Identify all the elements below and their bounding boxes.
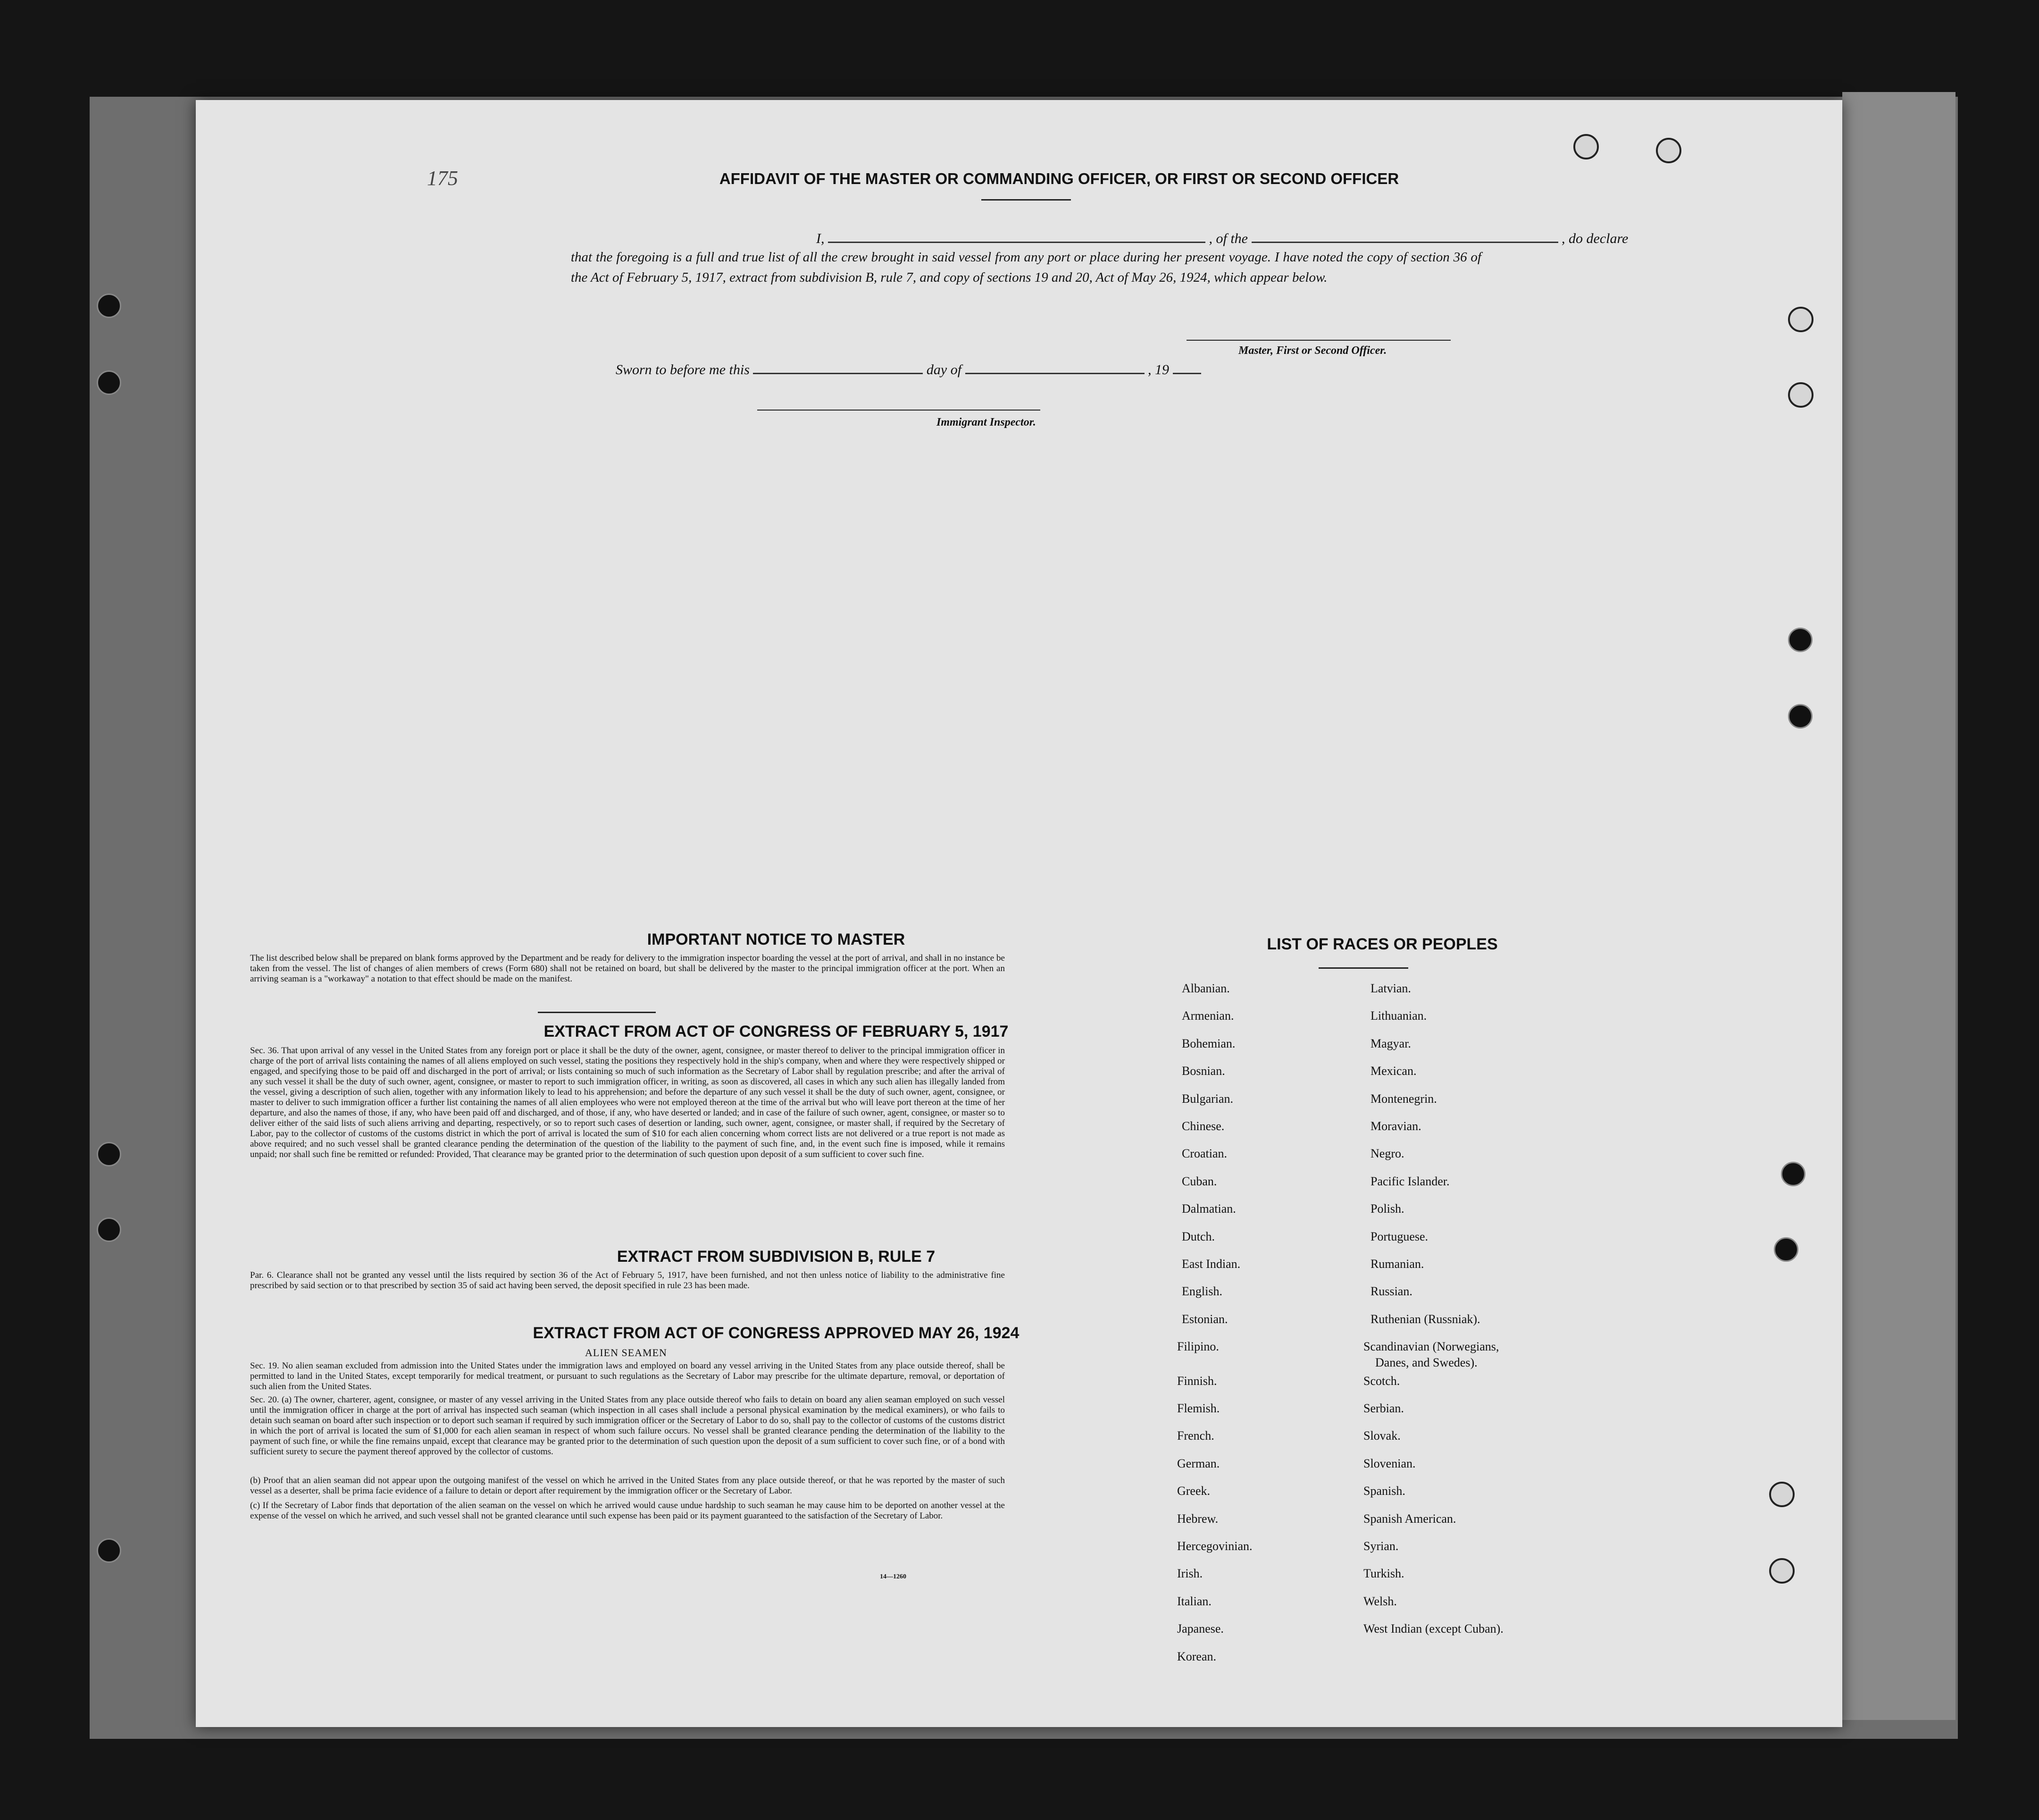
- race-item: Hebrew.: [1177, 1511, 1219, 1526]
- name-field[interactable]: [828, 227, 1205, 243]
- punch-hole: [1788, 307, 1813, 332]
- subdivision-text: Par. 6. Clearance shall not be granted any vessel until the lists required by section 36 of the Act of February 5, 1917, have been furnished, and not then unless notice of liability to the administrative fine prescribed by said section or to that prescribed by section 35 of said act having been served, the deposit specified in rule 23 has been made.: [250, 1270, 1005, 1291]
- punch-hole: [1788, 628, 1813, 652]
- race-item: Bohemian.: [1182, 1036, 1236, 1050]
- page-number: 175: [427, 167, 458, 190]
- race-item: Negro.: [1370, 1147, 1404, 1161]
- of-the-label: , of the: [1209, 231, 1248, 246]
- race-item: Scotch.: [1363, 1374, 1400, 1388]
- race-item: Welsh.: [1363, 1594, 1397, 1608]
- punch-hole: [1769, 1482, 1795, 1507]
- sworn-year-field[interactable]: [1173, 359, 1201, 374]
- punch-hole: [1769, 1558, 1795, 1584]
- race-item: Rumanian.: [1370, 1257, 1424, 1271]
- race-item: West Indian (except Cuban).: [1363, 1622, 1504, 1636]
- underlying-sheet-edge: [1842, 92, 1955, 1720]
- sec-20c-text: (c) If the Secretary of Labor finds that deportation of the alien seaman on the vessel on which he arrived would cause undue hardship to such seaman he may cause him to be deported on another vessel at the expense of the vessel on which he arrived, and such vessel shall not be granted clearance until such expense has been paid or its payment guaranteed to the satisfaction of the Secretary of Labor.: [250, 1501, 1005, 1521]
- notice-text: The list described below shall be prepared on blank forms approved by the Department and be ready for delivery to the immigration inspector boarding the vessel at the port of arrival, and shall in no instance be taken from the vessel. The list of changes of alien members of crews (Form 680) shall not be retained on board, but shall be delivered by the master to the principal immigration officer at the port. When an arriving seaman is a "workaway" a notation to that effect should be made on the manifest.: [250, 953, 1005, 984]
- form-number: 14—1260: [880, 1573, 906, 1580]
- race-item: Hercegovinian.: [1177, 1539, 1253, 1553]
- punch-hole: [1788, 382, 1813, 408]
- binder-hole: [97, 294, 121, 318]
- i-label: I,: [816, 231, 825, 246]
- document-page: [196, 100, 1842, 1727]
- year-label: , 19: [1148, 362, 1170, 377]
- race-item: French.: [1177, 1429, 1214, 1443]
- alien-seamen-subtitle: ALIEN SEAMEN: [585, 1347, 667, 1359]
- race-item: Slovak.: [1363, 1429, 1401, 1443]
- punch-hole: [1788, 704, 1813, 729]
- sec-20a-text: Sec. 20. (a) The owner, charterer, agent, consignee, or master of any vessel arriving in the United States from any place outside thereof who fails to detain on board any alien seaman employed on such vessel until the immigration officer in charge at the port of arrival has inspected such seaman (which inspection in all cases shall include a personal physical examination by the medical examiners), or who fails to detain such seaman on board after such inspection or to deport such seaman if required by such immigration officer or the Secretary of Labor to do so, shall pay to the collector of customs of the customs district in which the port of arrival is located the sum of $1,000 for each alien seaman in respect of whom such failure occurs. No vessel shall be granted clearance pending the determination of the liability to the payment of such fine, or while the fine remains unpaid, except that clearance may be granted prior to the determination of such question upon the deposit of a sum sufficient to cover such fine, or of a bond with sufficient surety to secure the payment thereof approved by the collector of customs.: [250, 1395, 1005, 1457]
- race-item: Portuguese.: [1370, 1229, 1429, 1243]
- race-item: Danes, and Swedes).: [1375, 1356, 1478, 1370]
- race-item: Pacific Islander.: [1370, 1174, 1450, 1188]
- race-item: Syrian.: [1363, 1539, 1399, 1553]
- affidavit-title: AFFIDAVIT OF THE MASTER OR COMMANDING OFFICER, OR FIRST OR SECOND OFFICER: [719, 170, 1399, 187]
- title-rule: [981, 199, 1071, 201]
- extract-1924-title: EXTRACT FROM ACT OF CONGRESS APPROVED MAY 26, 1924: [533, 1324, 1020, 1342]
- do-declare-label: , do declare: [1562, 231, 1629, 246]
- race-item: Moravian.: [1370, 1119, 1421, 1133]
- punch-hole: [1781, 1162, 1805, 1186]
- binder-hole: [97, 370, 121, 395]
- race-item: Italian.: [1177, 1594, 1212, 1608]
- race-item: Spanish American.: [1363, 1511, 1456, 1526]
- race-item: Scandinavian (Norwegians,: [1363, 1340, 1499, 1354]
- sworn-day-field[interactable]: [753, 359, 923, 374]
- sworn-month-field[interactable]: [965, 359, 1145, 374]
- inspector-label: Immigrant Inspector.: [936, 416, 1036, 428]
- race-item: Montenegrin.: [1370, 1091, 1437, 1106]
- extract-1917-title: EXTRACT FROM ACT OF CONGRESS OF FEBRUARY 5, 1917: [543, 1023, 1009, 1040]
- race-item: Bulgarian.: [1182, 1091, 1234, 1106]
- inspector-signature-line[interactable]: [757, 410, 1040, 411]
- sec-20b-text: (b) Proof that an alien seaman did not appear upon the outgoing manifest of the vessel on which he arrived in the United States from any place outside thereof, or that he was reported by the master of such vessel as a deserter, shall be prima facie evidence of a failure to detain or deport after requirement by the immigration officer or the Secretary of Labor.: [250, 1476, 1005, 1496]
- race-item: Magyar.: [1370, 1036, 1411, 1050]
- vessel-field[interactable]: [1252, 227, 1558, 243]
- race-item: Dalmatian.: [1182, 1202, 1236, 1216]
- notice-rule: [538, 1012, 656, 1013]
- notice-title: IMPORTANT NOTICE TO MASTER: [647, 931, 905, 948]
- day-of-label: day of: [926, 362, 962, 377]
- subdivision-title: EXTRACT FROM SUBDIVISION B, RULE 7: [617, 1248, 936, 1266]
- race-item: Korean.: [1177, 1649, 1217, 1663]
- binder-hole: [97, 1217, 121, 1242]
- race-item: Turkish.: [1363, 1567, 1404, 1581]
- race-item: Mexican.: [1370, 1064, 1417, 1078]
- affidavit-line-1: [618, 227, 1675, 247]
- race-item: Flemish.: [1177, 1401, 1220, 1415]
- race-item: Russian.: [1370, 1284, 1412, 1299]
- race-item: Irish.: [1177, 1567, 1203, 1581]
- race-item: English.: [1182, 1284, 1222, 1299]
- sworn-label: Sworn to before me this: [616, 362, 750, 377]
- race-item: East Indian.: [1182, 1257, 1241, 1271]
- punch-hole: [1774, 1237, 1798, 1262]
- race-item: Chinese.: [1182, 1119, 1225, 1133]
- punch-hole: [1573, 134, 1599, 159]
- sworn-line: [616, 359, 1201, 378]
- race-item: Bosnian.: [1182, 1064, 1225, 1078]
- race-item: Serbian.: [1363, 1401, 1404, 1415]
- race-item: Croatian.: [1182, 1147, 1228, 1161]
- binder-hole: [97, 1538, 121, 1563]
- race-item: Slovenian.: [1363, 1456, 1416, 1470]
- race-item: Ruthenian (Russniak).: [1370, 1312, 1480, 1326]
- sec-19-text: Sec. 19. No alien seaman excluded from admission into the United States under the immigration laws and employed on board any vessel arriving in the United States from any place outside thereof, shall be permitted to land in the United States, except temporarily for medical treatment, or pursuant to such regulations as the Secretary of Labor may prescribe for the ultimate departure, removal, or deportation of such alien from the United States.: [250, 1361, 1005, 1392]
- race-item: Japanese.: [1177, 1622, 1224, 1636]
- races-rule: [1319, 967, 1408, 969]
- binder-hole: [97, 1142, 121, 1166]
- race-item: Greek.: [1177, 1484, 1211, 1498]
- races-title: LIST OF RACES OR PEOPLES: [1267, 935, 1498, 953]
- race-item: German.: [1177, 1456, 1220, 1470]
- punch-hole: [1656, 138, 1681, 163]
- race-item: Filipino.: [1177, 1340, 1219, 1354]
- extract-1917-text: Sec. 36. That upon arrival of any vessel in the United States from any foreign port or place it shall be the duty of the owner, agent, consignee, or master thereof to deliver to the principal immigration officer in charge of the port of arrival lists containing the names of all aliens employed on such vessel, stating the positions they respectively hold in the ship's company, when and where they were respectively shipped or engaged, and specifying those to be paid off and discharged in the port of arrival; or lists containing so much of such information as the Secretary of Labor shall by regulation prescribe; and after the arrival of any such vessel it shall be the duty of such owner, agent, consignee, or master to report to such immigration officer, in writing, as soon as discovered, all cases in which any such alien has illegally landed from the vessel, giving a description of such alien, together with any information likely to lead to his apprehension; and before the departure of any such vessel it shall be the duty of such owner, agent, consignee, or master to deliver to such immigration officer a further list containing the names of all alien employees who were not employed thereon at the time of the arrival but who will leave port thereon at the time of her departure, and also the names of those, if any, who have been paid off and discharged, and of those, if any, who have deserted or landed; and in case of the failure of such owner, agent, consignee, or master so to deliver either of the said lists of such aliens arriving and departing, respectively, or so to report such cases of desertion or landing, such owner, agent, consignee, or master shall, if required by the Secretary of Labor, pay to the collector of customs of the customs district in which the port of arrival is located the sum of $10 for each alien concerning whom correct lists are not delivered or a true report is not made as above required; and no such vessel shall be granted clearance pending the determination of the question of the liability to the payment of such fine, and, in the event such fine is imposed, while it remains unpaid; nor shall such fine be remitted or refunded: Provided, That clearance may be granted prior to the determination of such question upon deposit of a sum sufficient to cover such fine.: [250, 1046, 1005, 1159]
- signature-line[interactable]: [1187, 340, 1451, 341]
- race-item: Spanish.: [1363, 1484, 1405, 1498]
- race-item: Dutch.: [1182, 1229, 1215, 1243]
- signature-label: Master, First or Second Officer.: [1238, 344, 1387, 357]
- race-item: Albanian.: [1182, 981, 1230, 995]
- race-item: Estonian.: [1182, 1312, 1228, 1326]
- race-item: Latvian.: [1370, 981, 1411, 995]
- race-item: Lithuanian.: [1370, 1009, 1427, 1023]
- race-item: Armenian.: [1182, 1009, 1234, 1023]
- affidavit-body: that the foregoing is a full and true list of all the crew brought in said vessel from any port or place during her present voyage. I have noted the copy of section 36 of the Act of February 5, 1917, extract from subdivision B, rule 7, and copy of sections 19 and 20, Act of May 26, 1924, which appear below.: [571, 250, 1481, 285]
- race-item: Cuban.: [1182, 1174, 1217, 1188]
- race-item: Finnish.: [1177, 1374, 1217, 1388]
- race-item: Polish.: [1370, 1202, 1404, 1216]
